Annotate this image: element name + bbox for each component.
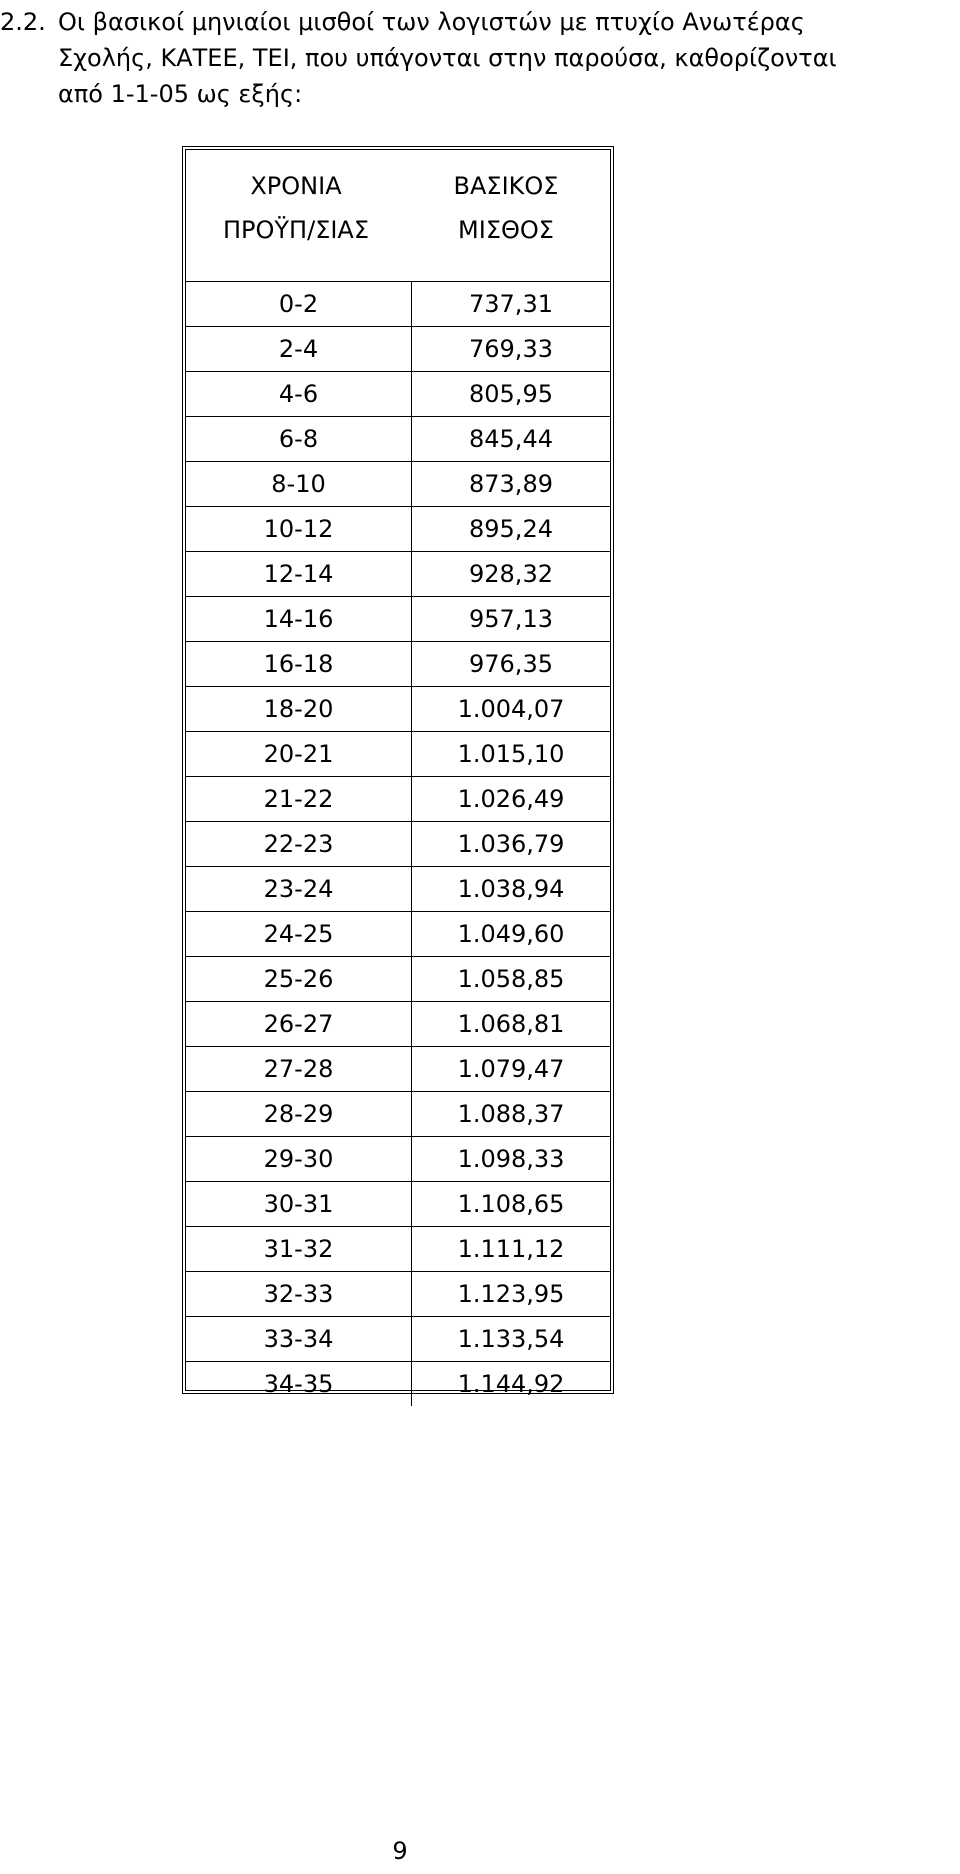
- table-row: [186, 1047, 610, 1092]
- years-cell: 12-14: [186, 552, 412, 596]
- table-row: [186, 507, 610, 552]
- years-cell: 2-4: [186, 327, 412, 371]
- table-row: [186, 822, 610, 867]
- salary-cell: 1.058,85: [457, 965, 565, 993]
- years-cell: 10-12: [186, 507, 412, 551]
- table-row: [186, 1227, 610, 1272]
- table-row: [186, 1182, 610, 1227]
- table-row: [186, 597, 610, 642]
- table-row: [186, 1272, 610, 1317]
- years-cell: 14-16: [186, 597, 412, 641]
- salary-cell: 769,33: [469, 335, 553, 363]
- intro-line-2: Σχολής, ΚΑΤΕΕ, ΤΕΙ, που υπάγονται στην παρούσα, καθορίζονται: [58, 44, 837, 72]
- years-cell: 20-21: [186, 732, 412, 776]
- table-row: [186, 1137, 610, 1182]
- salary-cell: 1.108,65: [457, 1190, 565, 1218]
- intro-line-1: Οι βασικοί μηνιαίοι μισθοί των λογιστών με πτυχίο Ανωτέρας: [58, 8, 805, 36]
- years-cell: 32-33: [186, 1272, 412, 1316]
- salary-cell: 873,89: [469, 470, 553, 498]
- table-row: [186, 462, 610, 507]
- table-row: [186, 372, 610, 417]
- table-row: [186, 687, 610, 732]
- salary-cell: 1.088,37: [457, 1100, 565, 1128]
- years-cell: 28-29: [186, 1092, 412, 1136]
- header-years-line-1: ΧΡΟΝΙΑ: [250, 172, 342, 200]
- table-row: [186, 1362, 610, 1406]
- section-number: 2.2.: [0, 8, 46, 36]
- years-cell: 25-26: [186, 957, 412, 1001]
- table-body: [186, 282, 610, 1406]
- header-years: [196, 164, 396, 252]
- years-cell: 24-25: [186, 912, 412, 956]
- salary-cell: 845,44: [469, 425, 553, 453]
- table-row: [186, 282, 610, 327]
- table-row: [186, 912, 610, 957]
- salary-cell: 1.036,79: [457, 830, 565, 858]
- years-cell: 4-6: [186, 372, 412, 416]
- salary-cell: 1.098,33: [457, 1145, 565, 1173]
- salary-cell: 1.111,12: [457, 1235, 565, 1263]
- salary-cell: 1.004,07: [457, 695, 565, 723]
- years-cell: 21-22: [186, 777, 412, 821]
- salary-cell: 1.026,49: [457, 785, 565, 813]
- salary-cell: 1.038,94: [457, 875, 565, 903]
- salary-cell: 1.049,60: [457, 920, 565, 948]
- salary-cell: 1.079,47: [457, 1055, 565, 1083]
- salary-cell: 1.144,92: [457, 1370, 565, 1398]
- salary-cell: 976,35: [469, 650, 553, 678]
- years-cell: 0-2: [186, 282, 412, 326]
- salary-cell: 805,95: [469, 380, 553, 408]
- intro-line-3: από 1-1-05 ως εξής:: [58, 80, 303, 108]
- table-row: [186, 552, 610, 597]
- salary-table: [182, 146, 614, 1398]
- years-cell: 18-20: [186, 687, 412, 731]
- salary-cell: 737,31: [469, 290, 553, 318]
- years-cell: 34-35: [186, 1362, 412, 1406]
- years-cell: 8-10: [186, 462, 412, 506]
- salary-cell: 928,32: [469, 560, 553, 588]
- years-cell: 26-27: [186, 1002, 412, 1046]
- years-cell: 30-31: [186, 1182, 412, 1226]
- header-salary-line-2: ΜΙΣΘΟΣ: [458, 216, 554, 244]
- salary-cell: 1.123,95: [457, 1280, 565, 1308]
- table-header: [186, 150, 610, 282]
- header-salary-line-1: ΒΑΣΙΚΟΣ: [453, 172, 559, 200]
- table-row: [186, 732, 610, 777]
- years-cell: 27-28: [186, 1047, 412, 1091]
- table-row: [186, 642, 610, 687]
- salary-cell: 1.068,81: [457, 1010, 565, 1038]
- page-number: 9: [392, 1837, 408, 1865]
- years-cell: 33-34: [186, 1317, 412, 1361]
- years-cell: 31-32: [186, 1227, 412, 1271]
- years-cell: 16-18: [186, 642, 412, 686]
- header-years-line-2: ΠΡΟΫΠ/ΣΙΑΣ: [222, 216, 370, 244]
- table-row: [186, 957, 610, 1002]
- salary-cell: 895,24: [469, 515, 553, 543]
- salary-cell: 1.015,10: [457, 740, 565, 768]
- salary-cell: 1.133,54: [457, 1325, 565, 1353]
- table-row: [186, 777, 610, 822]
- years-cell: 23-24: [186, 867, 412, 911]
- table-row: [186, 417, 610, 462]
- table-row: [186, 327, 610, 372]
- intro-paragraph: [0, 4, 950, 112]
- years-cell: 6-8: [186, 417, 412, 461]
- table-row: [186, 867, 610, 912]
- header-salary: [406, 164, 606, 252]
- table-row: [186, 1002, 610, 1047]
- table-row: [186, 1092, 610, 1137]
- years-cell: 29-30: [186, 1137, 412, 1181]
- salary-cell: 957,13: [469, 605, 553, 633]
- table-row: [186, 1317, 610, 1362]
- years-cell: 22-23: [186, 822, 412, 866]
